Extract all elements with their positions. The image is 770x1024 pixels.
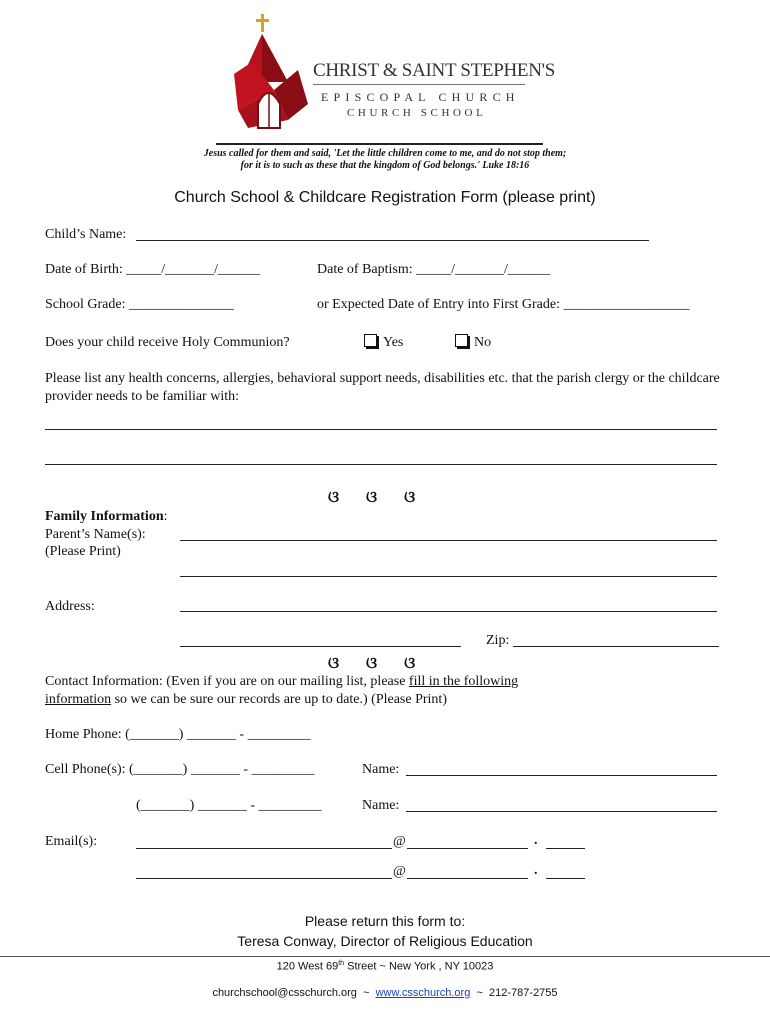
home-phone-field[interactable]: Home Phone: (_______) _______ - _________	[45, 727, 311, 742]
website-link[interactable]: www.csschurch.org	[375, 987, 471, 999]
email-label: Email(s):	[45, 834, 98, 849]
org-subtitle: EPISCOPAL CHURCH	[321, 90, 520, 104]
footer-rule	[0, 956, 770, 957]
zip-field[interactable]	[513, 646, 719, 647]
footer-address-post: Street ~ New York , NY 10023	[344, 960, 494, 973]
footer-phone: 212-787-2755	[489, 987, 558, 999]
cell-name-2-field[interactable]	[406, 811, 717, 812]
org-name: CHRIST & SAINT STEPHEN'S	[313, 60, 556, 81]
family-heading-colon: :	[163, 509, 168, 524]
dob-field[interactable]: Date of Birth: _____/_______/______	[45, 262, 261, 277]
ornament-glyph: ଓ	[404, 653, 416, 672]
contact-intro-underline-2: information	[45, 692, 112, 707]
family-heading-text: Family Information	[45, 509, 164, 524]
return-contact-person: Teresa Conway, Director of Religious Education	[237, 933, 533, 949]
email-1-user[interactable]	[136, 848, 392, 849]
address-line-1[interactable]	[180, 611, 717, 612]
health-line-2[interactable]	[45, 464, 717, 465]
address-label: Address:	[45, 599, 95, 614]
address-line-2[interactable]	[180, 646, 461, 647]
form-title: Church School & Childcare Registration Form (please print)	[174, 189, 596, 206]
return-instructions: Please return this form to:	[304, 913, 466, 929]
zip-label: Zip:	[486, 633, 510, 648]
footer-sep: ~	[476, 987, 483, 999]
email-2-at: @	[393, 864, 406, 879]
quote-line-1: Jesus called for them and said, 'Let the little children come to me, and do not stop them;	[203, 148, 567, 159]
email-1-dot: .	[534, 833, 538, 848]
ornament-glyph: ଓ	[328, 487, 340, 506]
health-line-1[interactable]	[45, 429, 717, 430]
cell-phone-field[interactable]: Cell Phone(s): (_______) _______ - _________	[45, 762, 315, 777]
parent-name-line-1[interactable]	[180, 540, 717, 541]
ornament-glyph: ଓ	[404, 487, 416, 506]
ornament-divider-1	[328, 487, 448, 507]
expected-entry-field[interactable]: or Expected Date of Entry into First Grade: __________________	[317, 297, 690, 312]
yes-checkbox[interactable]	[364, 334, 377, 347]
scripture-quote	[0, 148, 770, 172]
footer-email[interactable]: churchschool@csschurch.org	[212, 987, 357, 999]
email-2-user[interactable]	[136, 878, 392, 879]
contact-intro-underline-1: fill in the following	[408, 674, 519, 689]
footer-contacts	[0, 987, 770, 999]
communion-question: Does your child receive Holy Communion?	[45, 335, 290, 350]
logo-divider	[313, 84, 525, 85]
ornament-glyph: ଓ	[366, 487, 378, 506]
contact-intro	[45, 673, 725, 709]
no-checkbox[interactable]	[455, 334, 468, 347]
family-info-heading	[45, 509, 168, 525]
contact-intro-a: Contact Information: (Even if you are on our mailing list, please	[45, 674, 409, 689]
email-2-dot: .	[534, 863, 538, 878]
footer-address	[0, 960, 770, 973]
no-label: No	[474, 335, 492, 350]
school-grade-field[interactable]: School Grade: _______________	[45, 297, 234, 312]
parents-label: Parent’s Name(s):	[45, 527, 146, 542]
no-option[interactable]	[455, 334, 491, 351]
yes-label: Yes	[383, 335, 404, 350]
email-1-at: @	[393, 834, 406, 849]
parent-name-line-2[interactable]	[180, 576, 717, 577]
yes-option[interactable]	[364, 334, 403, 351]
child-name-field[interactable]	[136, 240, 649, 241]
quote-rule	[216, 143, 543, 145]
email-1-tld[interactable]	[546, 848, 585, 849]
ornament-glyph: ଓ	[366, 653, 378, 672]
child-name-label: Child’s Name:	[45, 227, 127, 242]
baptism-field[interactable]: Date of Baptism: _____/_______/______	[317, 262, 550, 277]
cell-name-field[interactable]	[406, 775, 717, 776]
email-2-tld[interactable]	[546, 878, 585, 879]
cell-name-2-label: Name:	[362, 798, 400, 813]
health-question: Please list any health concerns, allergies, behavioral support needs, disabilities etc. that the parish clergy or the childcare provider needs to be familiar with:	[45, 371, 720, 404]
please-print-label: (Please Print)	[45, 544, 121, 559]
footer-address-pre: 120 West 69	[276, 960, 339, 973]
ornament-glyph: ଓ	[328, 653, 340, 672]
org-school: CHURCH SCHOOL	[347, 107, 487, 119]
footer-sep: ~	[363, 987, 370, 999]
email-1-domain[interactable]	[407, 848, 528, 849]
cell-name-label: Name:	[362, 762, 400, 777]
church-logo	[228, 12, 318, 132]
ornament-divider-2	[328, 653, 448, 673]
quote-line-2: for it is to such as these that the kingdom of God belongs.' Luke 18:16	[240, 160, 530, 171]
email-2-domain[interactable]	[407, 878, 528, 879]
cell-phone-2-field[interactable]: (_______) _______ - _________	[136, 798, 322, 813]
contact-intro-b: so we can be sure our records are up to date.) (Please Print)	[111, 692, 447, 707]
footer-address-sup: th	[338, 960, 345, 967]
